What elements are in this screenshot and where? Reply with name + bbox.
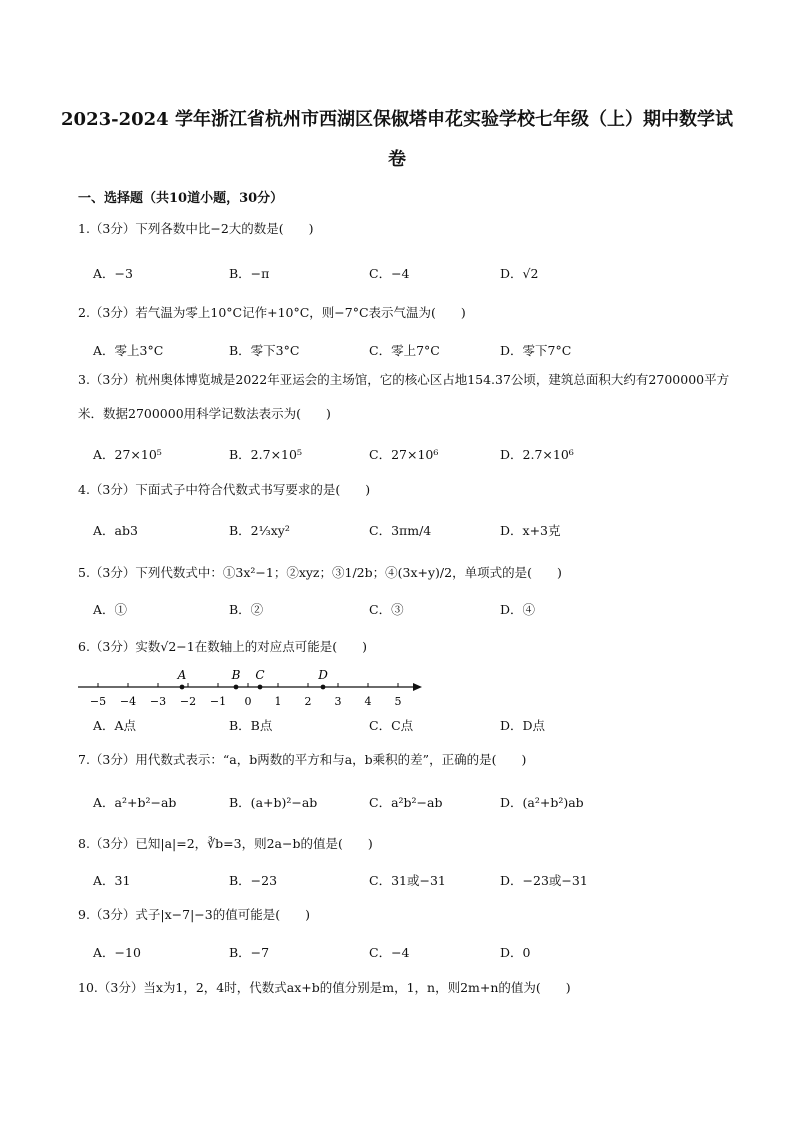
question-4-options [93,521,754,543]
point-label-a: A [177,668,187,682]
option-c[interactable]: C．C点 [369,718,414,733]
question-6: 6.（3分）实数√2−1在数轴上的对应点可能是( ) [78,639,367,654]
number-line [70,665,430,715]
question-1: 1.（3分）下列各数中比−2大的数是( ) [78,221,314,236]
option-a[interactable]: A．−10 [93,945,141,960]
question-9: 9.（3分）式子|x−7|−3的值可能是( ) [78,907,310,922]
option-a[interactable]: A．零上3°C [93,343,164,358]
question-3: 3.（3分）杭州奥体博览城是2022年亚运会的主场馆，它的核心区占地154.37公顷，建筑总面积大约有2700000平方米．数据2700000用科学记数法表示为( ) [78,372,730,421]
tick-label: −3 [149,695,167,708]
option-c[interactable]: C．a²b²−ab [369,795,443,810]
exam-title: 2023-2024 学年浙江省杭州市西湖区保俶塔申花实验学校七年级（上）期中数学试卷 [61,109,733,170]
question-8-options [93,871,754,893]
option-c[interactable]: C．−4 [369,266,410,281]
option-b[interactable]: B．−23 [229,873,278,888]
point-label-c: C [255,668,265,682]
question-10: 10.（3分）当x为1，2，4时，代数式ax+b的值分别是m，1，n，则2m+n的值为( ) [78,980,571,995]
point-label-d: D [318,668,328,682]
option-d[interactable]: D．−23或−31 [500,873,588,888]
tick-label: 4 [364,695,372,708]
question-2: 2.（3分）若气温为零上10°C记作+10°C，则−7°C表示气温为( ) [78,305,466,320]
question-9-options [93,943,754,965]
option-b[interactable]: B．2⅓xy² [229,523,290,538]
option-b[interactable]: B．−π [229,266,270,281]
axis-arrow [413,683,422,691]
question-2-options [93,341,754,363]
tick-label: −4 [119,695,137,708]
tick-label: 2 [304,695,312,708]
question-7-options [93,793,754,815]
question-1-options [93,264,754,286]
option-b[interactable]: B．B点 [229,718,273,733]
option-d[interactable]: D．零下7°C [500,343,572,358]
option-a[interactable]: A．27×10⁵ [93,447,162,462]
tick-label: −1 [209,695,227,708]
point-label-b: B [231,668,241,682]
point-c [258,685,263,690]
option-c[interactable]: C．零上7°C [369,343,440,358]
tick-label: −5 [89,695,107,708]
question-4: 4.（3分）下面式子中符合代数式书写要求的是( ) [78,482,371,497]
option-d[interactable]: D．D点 [500,718,546,733]
tick-label: −2 [179,695,197,708]
section-heading: 一、选择题（共10道小题，30分） [78,191,284,206]
question-7: 7.（3分）用代数式表示：“a，b两数的平方和与a，b乘积的差”，正确的是( ) [78,752,527,767]
option-c[interactable]: C．31或−31 [369,873,446,888]
option-a[interactable]: A．① [93,602,128,617]
option-a[interactable]: A．−3 [93,266,133,281]
option-b[interactable]: B．② [229,602,264,617]
question-3-options [93,445,754,467]
question-5-options [93,600,754,622]
tick-label: 3 [334,695,342,708]
option-c[interactable]: C．27×10⁶ [369,447,439,462]
question-6-options [93,716,754,738]
option-c[interactable]: C．③ [369,602,404,617]
option-d[interactable]: D．√2 [500,266,539,281]
tick-label: 5 [394,695,402,708]
option-c[interactable]: C．3πm/4 [369,523,432,538]
option-b[interactable]: B．(a+b)²−ab [229,795,318,810]
tick-label: 1 [274,695,282,708]
option-d[interactable]: D．x+3克 [500,523,561,538]
option-d[interactable]: D．(a²+b²)ab [500,795,584,810]
option-a[interactable]: A．a²+b²−ab [93,795,177,810]
point-a [180,685,185,690]
option-d[interactable]: D．0 [500,945,531,960]
point-d [321,685,326,690]
option-a[interactable]: A．ab3 [93,523,138,538]
point-b [234,685,239,690]
option-a[interactable]: A．A点 [93,718,137,733]
tick-label: 0 [244,695,252,708]
option-a[interactable]: A．31 [93,873,131,888]
option-b[interactable]: B．−7 [229,945,270,960]
question-5: 5.（3分）下列代数式中：①3x²−1；②xyz；③1/2b；④(3x+y)/2，单项式的是( ) [78,565,562,580]
option-d[interactable]: D．2.7×10⁶ [500,447,574,462]
option-b[interactable]: B．2.7×10⁵ [229,447,302,462]
question-8: 8.（3分）已知|a|=2，∛b=3，则2a−b的值是( ) [78,836,373,851]
option-b[interactable]: B．零下3°C [229,343,300,358]
option-c[interactable]: C．−4 [369,945,410,960]
option-d[interactable]: D．④ [500,602,536,617]
